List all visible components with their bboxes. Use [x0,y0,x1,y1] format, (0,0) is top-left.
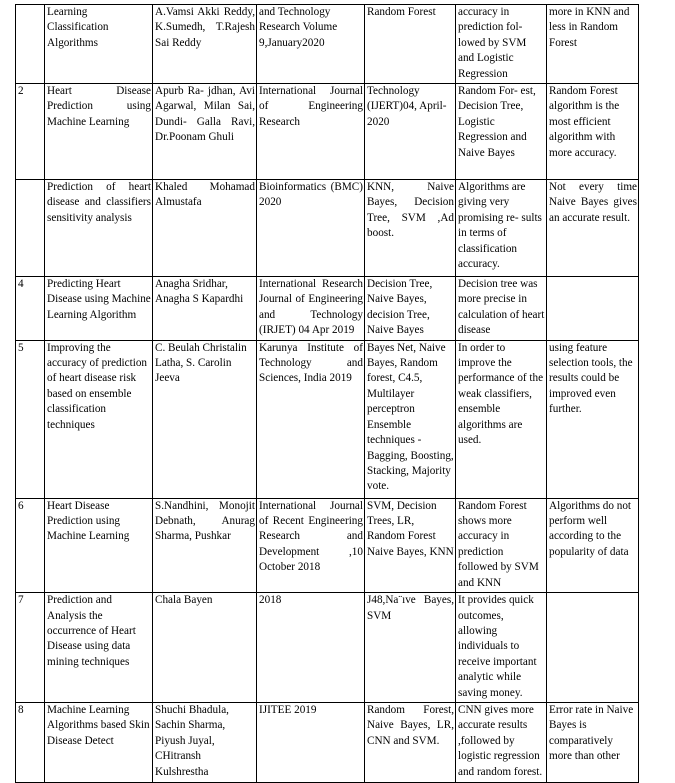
findings-cell: Decision tree was more precise in calculation of heart disease [456,277,547,341]
methods-cell: Random Forest [365,5,456,84]
journal-cell: 2018 [257,593,365,703]
journal-cell: IJITEE 2019 [257,702,365,782]
authors-cell: C. Beulah Christalin Latha, S. Carolin Jeeva [153,340,257,498]
remarks-cell: Random Forest algorithm is the most efficient algorithm with more accuracy. [547,84,639,180]
journal-cell: International Journal of Recent Engineering Research and Development ,10 October 2018 [257,498,365,592]
remarks-cell: more in KNN and less in Random Forest [547,5,639,84]
journal-cell: Bioinformatics (BMC) 2020 [257,180,365,277]
table-row [16,5,639,84]
authors-cell: Shuchi Bhadula, Sachin Sharma, Piyush Juyal, CHitransh Kulshrestha [153,702,257,782]
serial-number-cell: 2 [16,84,45,180]
methods-cell: SVM, Decision Trees, LR, Random Forest Naive Bayes, KNN [365,498,456,592]
table-row [16,340,639,498]
findings-cell: Algorithms are giving very promising re- sults in terms of classification accuracy. [456,180,547,277]
journal-cell: Karunya Institute of Technology and Sciences, India 2019 [257,340,365,498]
methods-cell: Bayes Net, Naive Bayes, Random forest, C4.5, Multilayer perceptron Ensemble techniques - Bagging, Boosting, Stacking, Majority vote. [365,340,456,498]
serial-number-cell: 5 [16,340,45,498]
findings-cell: In order to improve the performance of the weak classifiers, ensemble algorithms are used. [456,340,547,498]
serial-number-cell [16,180,45,277]
remarks-cell: using feature selection tools, the results could be improved even further. [547,340,639,498]
paper-title-cell: Learning Classification Algorithms [45,5,153,84]
methods-cell: Decision Tree, Naive Bayes, decision Tree, Naive Bayes [365,277,456,341]
findings-cell: It provides quick outcomes, allowing individuals to receive important analytic while saving money. [456,593,547,703]
remarks-cell: Not every time Naive Bayes gives an accurate result. [547,180,639,277]
serial-number-cell: 4 [16,277,45,341]
findings-cell: Random Forest shows more accuracy in prediction followed by SVM and KNN [456,498,547,592]
paper-title-cell: Predicting Heart Disease using Machine Learning Algorithm [45,277,153,341]
journal-cell: International Journal of Engineering Research [257,84,365,180]
table-row [16,84,639,180]
methods-cell: KNN, Naive Bayes, Decision Tree, SVM ,Ad boost. [365,180,456,277]
paper-title-cell: Improving the accuracy of prediction of heart disease risk based on ensemble classification techniques [45,340,153,498]
paper-title-cell: Prediction and Analysis the occurrence of Heart Disease using data mining techniques [45,593,153,703]
journal-cell: International Research Journal of Engineering and Technology (IRJET) 04 Apr 2019 [257,277,365,341]
serial-number-cell: 6 [16,498,45,592]
journal-cell: and Technology Research Volume 9,January2020 [257,5,365,84]
table-row [16,498,639,592]
serial-number-cell [16,5,45,84]
remarks-cell [547,593,639,703]
findings-cell: Random For- est, Decision Tree, Logistic Regression and Naive Bayes [456,84,547,180]
authors-cell: Anagha Sridhar, Anagha S Kapardhi [153,277,257,341]
authors-cell: Khaled Mohamad Almustafa [153,180,257,277]
table-row [16,702,639,782]
authors-cell: A.Vamsi Akki Reddy, K.Sumedh, T.Rajesh Sai Reddy [153,5,257,84]
paper-title-cell: Heart Disease Prediction using Machine Learning [45,498,153,592]
paper-title-cell: Heart Disease Prediction using Machine Learning [45,84,153,180]
remarks-cell: Algorithms do not perform well according to the popularity of data [547,498,639,592]
table-row [16,277,639,341]
table-row [16,593,639,703]
remarks-cell [547,277,639,341]
methods-cell: J48,Na¨ıve Bayes, SVM [365,593,456,703]
serial-number-cell: 8 [16,702,45,782]
authors-cell: S.Nandhini, Monojit Debnath, Anurag Sharma, Pushkar [153,498,257,592]
literature-survey-table [15,4,639,783]
methods-cell: Technology (IJERT)04, April-2020 [365,84,456,180]
methods-cell: Random Forest, Naive Bayes, LR, CNN and SVM. [365,702,456,782]
remarks-cell: Error rate in Naive Bayes is comparatively more than other [547,702,639,782]
paper-title-cell: Prediction of heart disease and classifiers sensitivity analysis [45,180,153,277]
findings-cell: CNN gives more accurate results ,followed by logistic regression and random forest. [456,702,547,782]
authors-cell: Chala Bayen [153,593,257,703]
paper-title-cell: Machine Learning Algorithms based Skin Disease Detect [45,702,153,782]
table-row [16,180,639,277]
authors-cell: Apurb Ra- jdhan, Avi Agarwal, Milan Sai, Dundi- Galla Ravi, Dr.Poonam Ghuli [153,84,257,180]
serial-number-cell: 7 [16,593,45,703]
findings-cell: accuracy in prediction fol- lowed by SVM and Logistic Regression [456,5,547,84]
